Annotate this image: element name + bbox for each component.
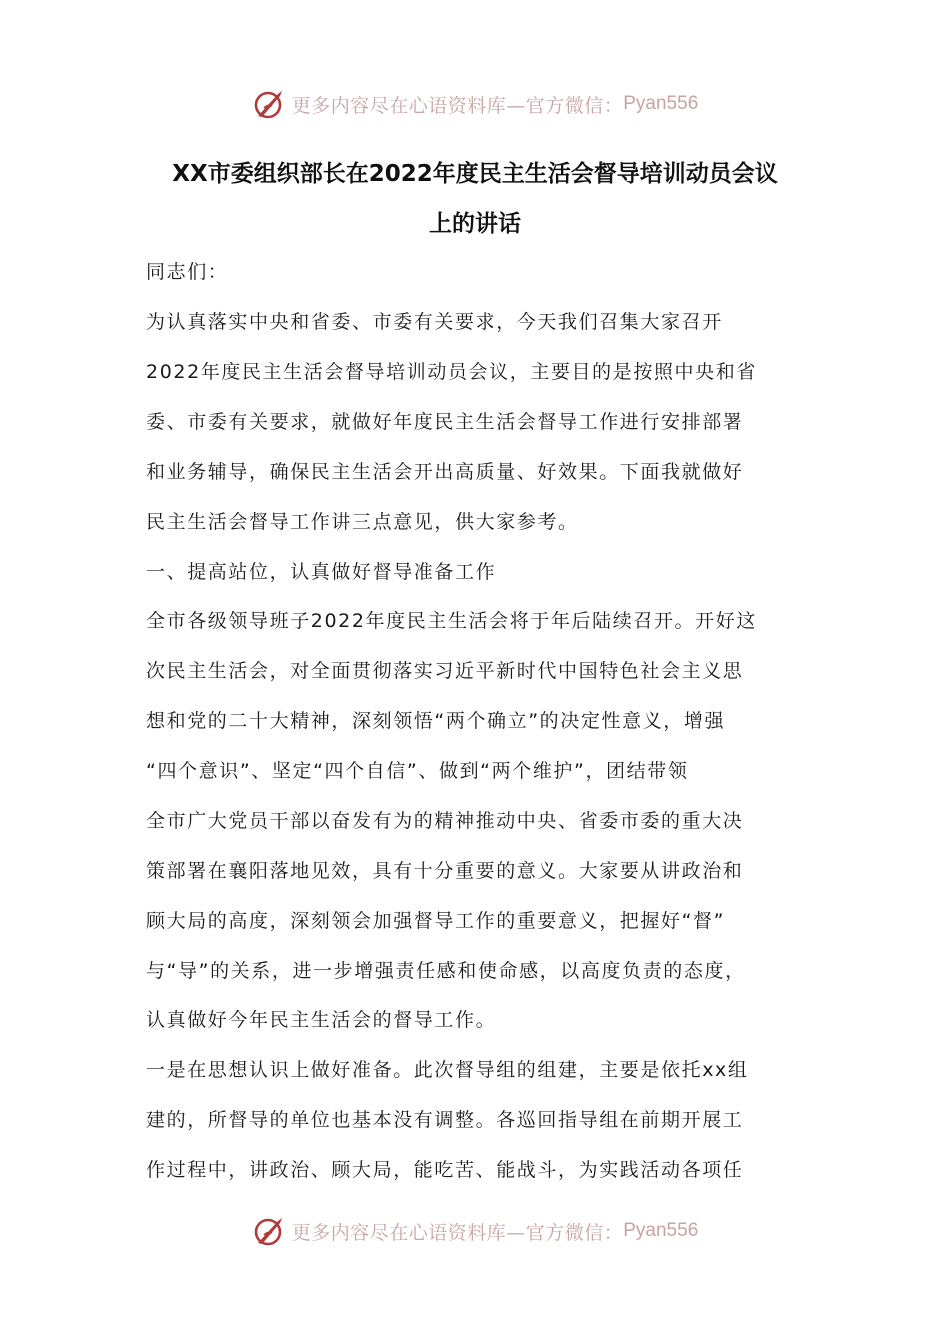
body-line: 全市广大党员干部以奋发有为的精神推动中央、省委市委的重大决: [146, 810, 744, 832]
header-banner: [0, 84, 950, 124]
pen-logo-icon: [252, 1213, 288, 1249]
body-line: 民主生活会督导工作讲三点意见，供大家参考。: [146, 511, 579, 533]
banner-wechat-id: Pyan556: [623, 1220, 699, 1241]
pen-logo-icon: [252, 86, 288, 122]
banner-text: 更多内容尽在心语资料库—官方微信：: [291, 94, 624, 117]
body-line: 想和党的二十大精神，深刻领悟“两个确立”的决定性意义，增强: [146, 710, 726, 732]
body-line: 为认真落实中央和省委、市委有关要求，今天我们召集大家召开: [146, 311, 723, 333]
body-line: 和业务辅导，确保民主生活会开出高质量、好效果。下面我就做好: [146, 461, 744, 483]
body-line: 同志们：: [146, 261, 229, 283]
body-line: 全市各级领导班子2022年度民主生活会将于年后陆续召开。开好这: [146, 610, 757, 632]
body-line: 次民主生活会，对全面贯彻落实习近平新时代中国特色社会主义思: [146, 660, 744, 682]
banner-text: 更多内容尽在心语资料库—官方微信：: [291, 1221, 624, 1244]
body-line: 顾大局的高度，深刻领会加强督导工作的重要意义，把握好“督”: [146, 910, 726, 932]
body-line: “四个意识”、坚定“四个自信”、做到“两个维护”，团结带领: [146, 760, 689, 782]
body-line: 策部署在襄阳落地见效，具有十分重要的意义。大家要从讲政治和: [146, 860, 744, 882]
body-line: 委、市委有关要求，就做好年度民主生活会督导工作进行安排部署: [146, 411, 744, 433]
body-line: 建的，所督导的单位也基本没有调整。各巡回指导组在前期开展工: [146, 1109, 744, 1131]
body-line: 2022年度民主生活会督导培训动员会议，主要目的是按照中央和省: [146, 361, 757, 383]
body-line: 认真做好今年民主生活会的督导工作。: [146, 1009, 497, 1031]
body-line: 与“导”的关系，进一步增强责任感和使命感，以高度负责的态度，: [146, 960, 746, 982]
document-title-line-2: 上的讲话: [429, 211, 521, 237]
footer-banner: [0, 1211, 950, 1251]
document-title-line-1: XX市委组织部长在2022年度民主生活会督导培训动员会议: [172, 161, 778, 187]
body-line: 一是在思想认识上做好准备。此次督导组的组建，主要是依托xx组: [146, 1059, 749, 1081]
body-line: 作过程中，讲政治、顾大局，能吃苦、能战斗，为实践活动各项任: [146, 1159, 744, 1181]
section-heading: 一、提高站位，认真做好督导准备工作: [146, 561, 497, 583]
banner-wechat-id: Pyan556: [623, 93, 699, 114]
